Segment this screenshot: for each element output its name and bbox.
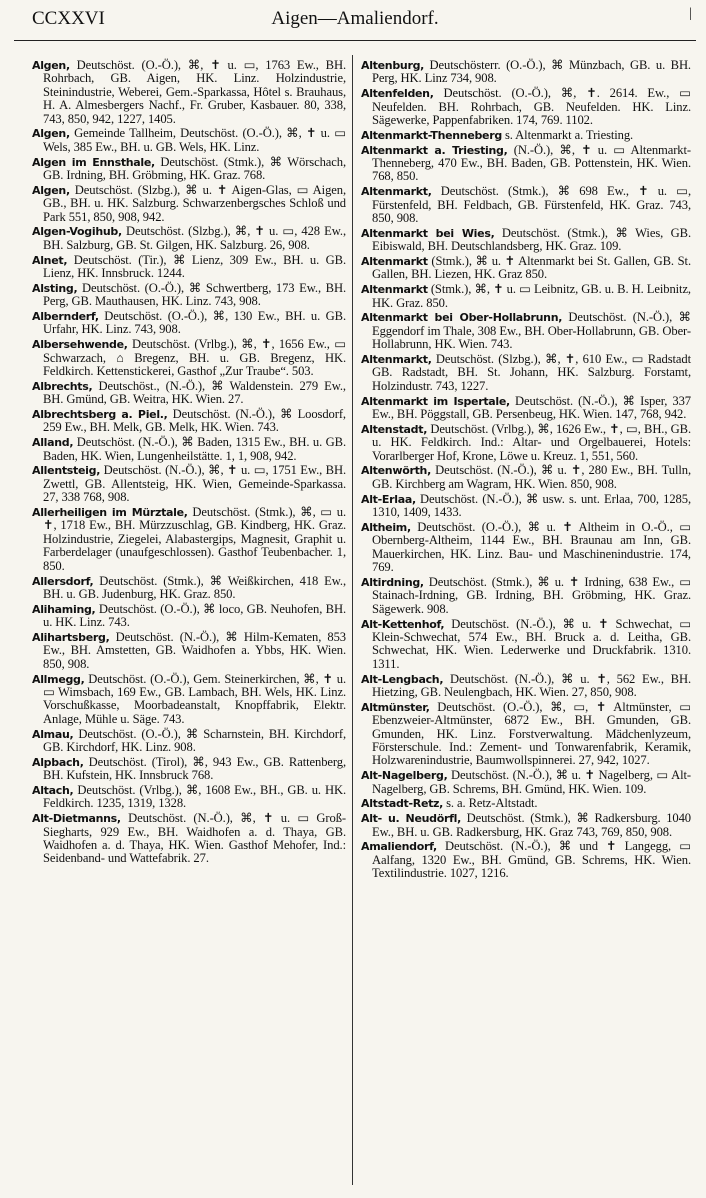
entry-text: Deutschöst. (O.-Ö.), Gem. Steinerkirchen, ⌘, ✝ u. ▭ Wimsbach, 169 Ew., GB. Lambach, BH. Wels, HK. Linz. Vorschußkasse, Moorbadeanstalt, Knopffabrik, Elektr. Anlage, Mühle u. Säge. 743. [43,671,346,726]
page-number: CCXXVI [32,8,105,29]
entry-headword: Altenmarkt, [361,185,432,199]
entry-text: Deutschöst. (O.-Ö.), ⌘, ✝. 2614. Ew., ▭ Neufelden. BH. Rohrbach, GB. Neufelden. HK. Linz. Sägewerke, Pappenfabriken. 174, 769. 1102. [372,86,691,128]
entry-headword: Alsting, [32,281,78,295]
directory-entry [361,423,691,463]
directory-entry [361,618,691,672]
directory-entry [32,184,346,224]
entry-text: Deutschöst. (O.-Ö.), ⌘ loco, GB. Neuhofen, BH. u. HK. Linz. 743. [43,601,346,630]
entry-headword: Albernderf, [32,310,99,324]
page-header [14,6,696,41]
entry-headword: Altenstadt, [361,422,428,436]
directory-entry [361,673,691,700]
entry-headword: Almau, [32,727,74,741]
entry-text: Deutschöst. (Stmk.), ⌘ Wies, GB. Eibiswald, BH. Deutschlandsberg, HK. Graz. 109. [372,225,691,254]
directory-entry [361,185,691,225]
directory-entry [32,310,346,337]
entry-headword: Altenwörth, [361,464,431,478]
directory-entry [361,797,691,810]
directory-entry [361,129,691,142]
entry-headword: Allentsteig, [32,464,101,478]
entry-headword: Alt-Erlaa, [361,492,416,506]
entry-text: Deutschöst. (N.-Ö.), ⌘ u. ✝ Nagelberg, ▭ Alt-Nagelberg, GB. Schrems, BH. Gmünd, HK. Wien. 109. [372,768,691,796]
entry-headword: Altach, [32,783,74,797]
directory-entry [361,464,691,491]
directory-entry [361,311,691,351]
entry-text: s. Altenmarkt a. Triesting. [501,127,634,142]
directory-entry [32,464,346,504]
entry-headword: Algen, [32,59,70,72]
entry-headword: Alihaming, [32,602,96,616]
entry-text: (Stmk.), ⌘, ✝ u. ▭ Leibnitz, GB. u. B. H. Leibnitz, HK. Graz. 850. [372,282,691,310]
directory-entry [361,812,691,839]
entry-text: Deutschöst. (N.-Ö.), ⌘ Hilm-Kematen, 853 Ew., BH. Amstetten, GB. Waidhofen a. Ybbs, HK. Wien. 850, 908. [43,629,346,671]
directory-entry [32,756,346,783]
directory-entry [32,812,346,866]
directory-entry [32,156,346,183]
entry-text: Deutschöst. (Stmk.), ⌘ Radkersburg. 1040 Ew., BH. u. GB. Radkersburg, HK. Graz 743, 769, 850, 908. [372,811,692,839]
entry-headword: Amaliendorf, [361,840,437,854]
directory-entry [32,338,346,378]
entry-headword: Altenmarkt, [361,353,432,367]
entry-headword: Allerheiligen im Mürztale, [32,506,188,520]
entry-text: Deutschöst. (N.-Ö.), ⌘ usw. s. unt. Erlaa, 700, 1285, 1310, 1409, 1433. [372,491,691,520]
entry-headword: Altenburg, [361,59,425,72]
entry-text: Deutschöst. (O.-Ö.), ⌘ u. ✝ Altheim in O.-Ö., ▭ Obernberg-Altheim, 1144 Ew., BH. Braunau am Inn, GB. Mauerkirchen, HK. Linz. Bau- und Maschinenindustrie. 174, 769. [372,519,691,575]
entry-text: Deutschöst. (N.-Ö.), ⌘ Loosdorf, 259 Ew., BH. Melk, GB. Melk, HK. Wien. 743. [43,407,346,435]
entry-text: Deutschöst. (Vrlbg.), ⌘, 1608 Ew., BH., GB. u. HK. Feldkirch. 1235, 1319, 1328. [43,782,346,811]
entry-text: Deutschöst., (N.-Ö.), ⌘ Waldenstein. 279 Ew., BH. Gmünd, GB. Weitra, HK. Wien. 27. [43,378,346,407]
entry-headword: Albersehwende, [32,338,128,352]
right-column [353,59,691,1185]
directory-entry [361,227,691,254]
directory-entry [361,521,691,575]
entry-text: Deutschöst. (Vrlbg.), ⌘, 1626 Ew., ✝, ▭, BH., GB. u. HK. Feldkirch. Ind.: Altar- und Orgelbauerei, Hotels: Vorarlberger Hof, Krone, Löwe u. Kreuz. 1, 551, 560. [372,421,691,463]
entry-headword: Altenmarkt bei Ober-Hollabrunn, [361,311,563,325]
entry-headword: Altenmarkt a. Triesting, [361,143,508,157]
directory-entry [361,283,691,310]
entry-text: (Stmk.), ⌘ u. ✝ Altenmarkt bei St. Gallen, GB. St. Gallen, BH. Liezen, HK. Graz 850. [372,254,691,282]
entry-headword: Altenmarkt im Ispertale, [361,394,510,408]
entry-text: Deutschöst. (Stmk.), ⌘ u. ✝ Irdning, 638 Ew., ▭ Stainach-Irdning, GB. Irdning, BH. Gröbming, HK. Graz. Sägewerk. 908. [372,574,691,616]
entry-text: Deutschösterr. (O.-Ö.), ⌘ Münzbach, GB. u. BH. Perg, HK. Linz 734, 908. [372,58,691,86]
margin-mark: | [689,6,692,21]
entry-text: Deutschöst. (Slzbg.), ⌘, ✝ u. ▭, 428 Ew., BH. Salzburg, GB. St. Gilgen, HK. Salzburg. 26, 908. [43,224,346,252]
entry-headword: Allmegg, [32,672,85,686]
entry-text: Deutschöst. (N.-Ö.), ⌘ Eggendorf im Thale, 308 Ew., BH. Ober-Hollabrunn, GB. Ober-Hollabrunn, HK. Wien. 743. [372,310,691,352]
entry-text: Gemeinde Tallheim, Deutschöst. (O.-Ö.), ⌘, ✝ u. ▭ Wels, 385 Ew., BH. u. GB. Wels, HK. Linz. [43,126,346,154]
directory-entry [32,282,346,309]
entry-headword: Altmünster, [361,700,430,714]
entry-text: Deutschöst. (O.-Ö.), ⌘, 130 Ew., BH. u. GB. Urfahr, HK. Linz. 743, 908. [43,309,346,337]
directory-entry [361,840,691,880]
entry-text: s. a. Retz-Altstadt. [443,796,538,811]
directory-entry [32,631,346,671]
entry-text: Deutschöst. (Stmk.), ⌘, ▭ u. ✝, 1718 Ew., BH. Mürzzuschlag, GB. Kindberg, HK. Graz. Holzindustrie, Ziegelei, Alabastergips, Magnesit, Graphit u. Farberdelager (unaufgeschlossen). Gasthof Teubenbacher. 1, 850. [43,505,346,573]
entry-headword: Alt-Kettenhof, [361,617,445,631]
entry-headword: Alt-Nagelberg, [361,769,448,783]
entry-headword: Algen, [32,127,70,141]
entry-headword: Algen, [32,183,70,197]
directory-entry [361,255,691,282]
entry-headword: Alnet, [32,253,68,267]
entry-text: Deutschöst. (Stmk.), ⌘ 698 Ew., ✝ u. ▭, Fürstenfeld, BH. Feldbach, GB. Fürstenfeld, HK. Graz. 743, 850, 908. [372,184,691,226]
entry-headword: Altenmarkt-Thenneberg [361,128,502,142]
directory-entry [361,576,691,616]
directory-entry [32,603,346,630]
directory-entry [32,673,346,727]
entry-text: Deutschöst. (N.-Ö.), ⌘ Isper, 337 Ew., BH. Pöggstall, GB. Persenbeug, HK. Wien. 147, 768, 942. [372,393,691,422]
entry-headword: Alt- u. Neudörfl, [361,812,461,826]
entry-headword: Altstadt-Retz, [361,797,444,811]
directory-entry [32,380,346,407]
directory-entry [361,395,691,422]
directory-entry [361,144,691,184]
entry-headword: Alpbach, [32,755,84,769]
directory-entry [361,701,691,768]
entry-text: Deutschöst. (Tirol), ⌘, 943 Ew., GB. Rattenberg, BH. Kufstein, HK. Innsbruck 768. [43,754,346,783]
entry-headword: Alt-Dietmanns, [32,812,121,826]
entry-headword: Algen im Ennsthale, [32,155,155,169]
directory-entry [32,784,346,811]
entry-text: Deutschöst. (Slzbg.), ⌘ u. ✝ Aigen-Glas, ▭ Aigen, GB., BH. u. HK. Salzburg. Schwarzenbergsches Schloß und Park 551, 850, 908, 942. [43,182,346,224]
entry-text: Deutschöst. (N.-Ö.), ⌘ u. ✝ Schwechat, ▭ Klein-Schwechat, 574 Ew., BH. Bruck a. d. Leitha, GB. Schwechat, HK. Wien. Lederwerke und Druckfabrik. 1310. 1311. [372,616,691,671]
directory-entry [32,127,346,154]
entry-text: Deutschöst. (O.-Ö.), ⌘, ✝ u. ▭, 1763 Ew., BH. Rohrbach, GB. Aigen, HK. Linz. Holzindustrie, Steinindustrie, Weberei, Gem.-Sparkassa, Hôtel s. Brauhaus, H. A. Almesbergers Nachf., Fr. Gruber, Kasbauer. 80, 338, 743, 850, 942, 1227, 1405. [43,58,346,126]
directory-entry [32,254,346,281]
page-title: Aigen—Amaliendorf. [271,8,439,29]
entry-text: Deutschöst. (N.-Ö.), ⌘, ✝ u. ▭ Groß-Siegharts, 929 Ew., BH. Waidhofen a. d. Thaya, GB. Waidhofen a. d. Thaya, HK. Wien. Gasthof Mehofer, Ind.: Seidenband- und Wattefabrik. 27. [43,811,346,866]
entry-headword: Albrechts, [32,379,93,393]
directory-entry [32,728,346,755]
entry-headword: Albrechtsberg a. Piel., [32,408,168,422]
entry-text: Deutschöst. (N.-Ö.), ⌘, ✝ u. ▭, 1751 Ew., BH. Zwettl, GB. Allentsteig, HK. Wien, Gemeinde-Sparkassa. 27, 338 768, 908. [43,463,346,505]
directory-entry [361,353,691,393]
entry-headword: Algen-Vogihub, [32,225,122,239]
entry-text: Deutschöst. (Stmk.), ⌘ Wörschach, GB. Irdning, BH. Gröbming, HK. Graz. 768. [43,154,346,183]
entry-headword: Altenmarkt bei Wies, [361,226,495,240]
directory-entry [32,408,346,435]
entry-text: Deutschöst. (O.-Ö.), ⌘ Schwertberg, 173 Ew., BH. Perg, GB. Mauthausen, HK. Linz. 743, 908. [43,280,346,309]
entry-headword: Alland, [32,436,74,450]
entry-text: Deutschöst. (Slzbg.), ⌘, ✝, 610 Ew., ▭ Radstadt GB. Radstadt, BH. St. Johann, HK. Salzburg. Forstamt, Holzindustr. 743, 1227. [372,352,691,393]
directory-entry [361,59,691,86]
entry-headword: Allersdorf, [32,574,94,588]
entry-text: Deutschöst. (Vrlbg.), ⌘, ✝, 1656 Ew., ▭ Schwarzach, ⌂ Bregenz, BH. u. GB. Bregenz, HK. Feldkirch. Kettenstickerei, Gasthof „Zur Traube“. 503. [43,337,346,379]
directory-entry [361,87,691,127]
entry-headword: Altenfelden, [361,87,434,101]
entry-text: Deutschöst. (N.-Ö.), ⌘ und ✝ Langegg, ▭ Aalfang, 1320 Ew., BH. Gmünd, GB. Schrems, HK. Wien. Textilindustrie. 1027, 1216. [372,839,691,881]
entry-headword: Altheim, [361,520,411,534]
directory-entry [32,436,346,463]
directory-entry [32,59,346,126]
entry-text: Deutschöst. (N.-Ö.), ⌘ u. ✝, 562 Ew., BH. Hietzing, GB. Neulengbach, HK. Wien. 27, 850, 908. [372,671,691,699]
entry-text: (N.-Ö.), ⌘, ✝ u. ▭ Altenmarkt-Thenneberg, 470 Ew., BH. Baden, GB. Pottenstein, HK. Wien. 768, 850. [372,142,691,184]
entry-text: Deutschöst. (N.-Ö.), ⌘ Baden, 1315 Ew., BH. u. GB. Baden, HK. Wien, Lungenheilstätte. 1, 1, 908, 942. [43,435,346,463]
entry-text: Deutschöst. (Tir.), ⌘ Lienz, 309 Ew., BH. u. GB. Lienz, HK. Innsbruck. 1244. [43,252,346,281]
entry-headword: Altenmarkt [361,255,428,269]
columns [14,59,696,1185]
directory-entry [32,506,346,573]
entry-headword: Altenmarkt [361,283,428,297]
entry-text: Deutschöst. (O.-Ö.), ⌘, ▭, ✝ Altmünster, ▭ Ebenzweier-Altmünster, 6872 Ew., BH. Gmunden, GB. Gmunden, HK. Linz. Forstverwaltung. Mädchenlyzeum, Försterschule. Ind.: Zement- und Tonwarenfabrik, Keramik, Holzwarenindustrie, Baumwollspinnerei. 27, 942, 1027. [372,699,691,768]
entry-headword: Alihartsberg, [32,630,110,644]
entry-text: Deutschöst. (O.-Ö.), ⌘ Scharnstein, BH. Kirchdorf, GB. Kirchdorf, HK. Linz. 908. [43,726,346,754]
directory-entry [361,493,691,520]
directory-entry [361,769,691,796]
entry-text: Deutschöst. (Stmk.), ⌘ Weißkirchen, 418 Ew., BH. u. GB. Judenburg, HK. Graz. 850. [43,573,346,601]
entry-headword: Altirdning, [361,575,424,589]
left-column [14,59,352,1185]
entry-text: Deutschöst. (N.-Ö.), ⌘ u. ✝, 280 Ew., BH. Tulln, GB. Kirchberg am Wagram, HK. Wien. 850, 908. [372,463,691,491]
directory-entry [32,575,346,602]
entry-headword: Alt-Lengbach, [361,672,444,686]
directory-entry [32,225,346,252]
